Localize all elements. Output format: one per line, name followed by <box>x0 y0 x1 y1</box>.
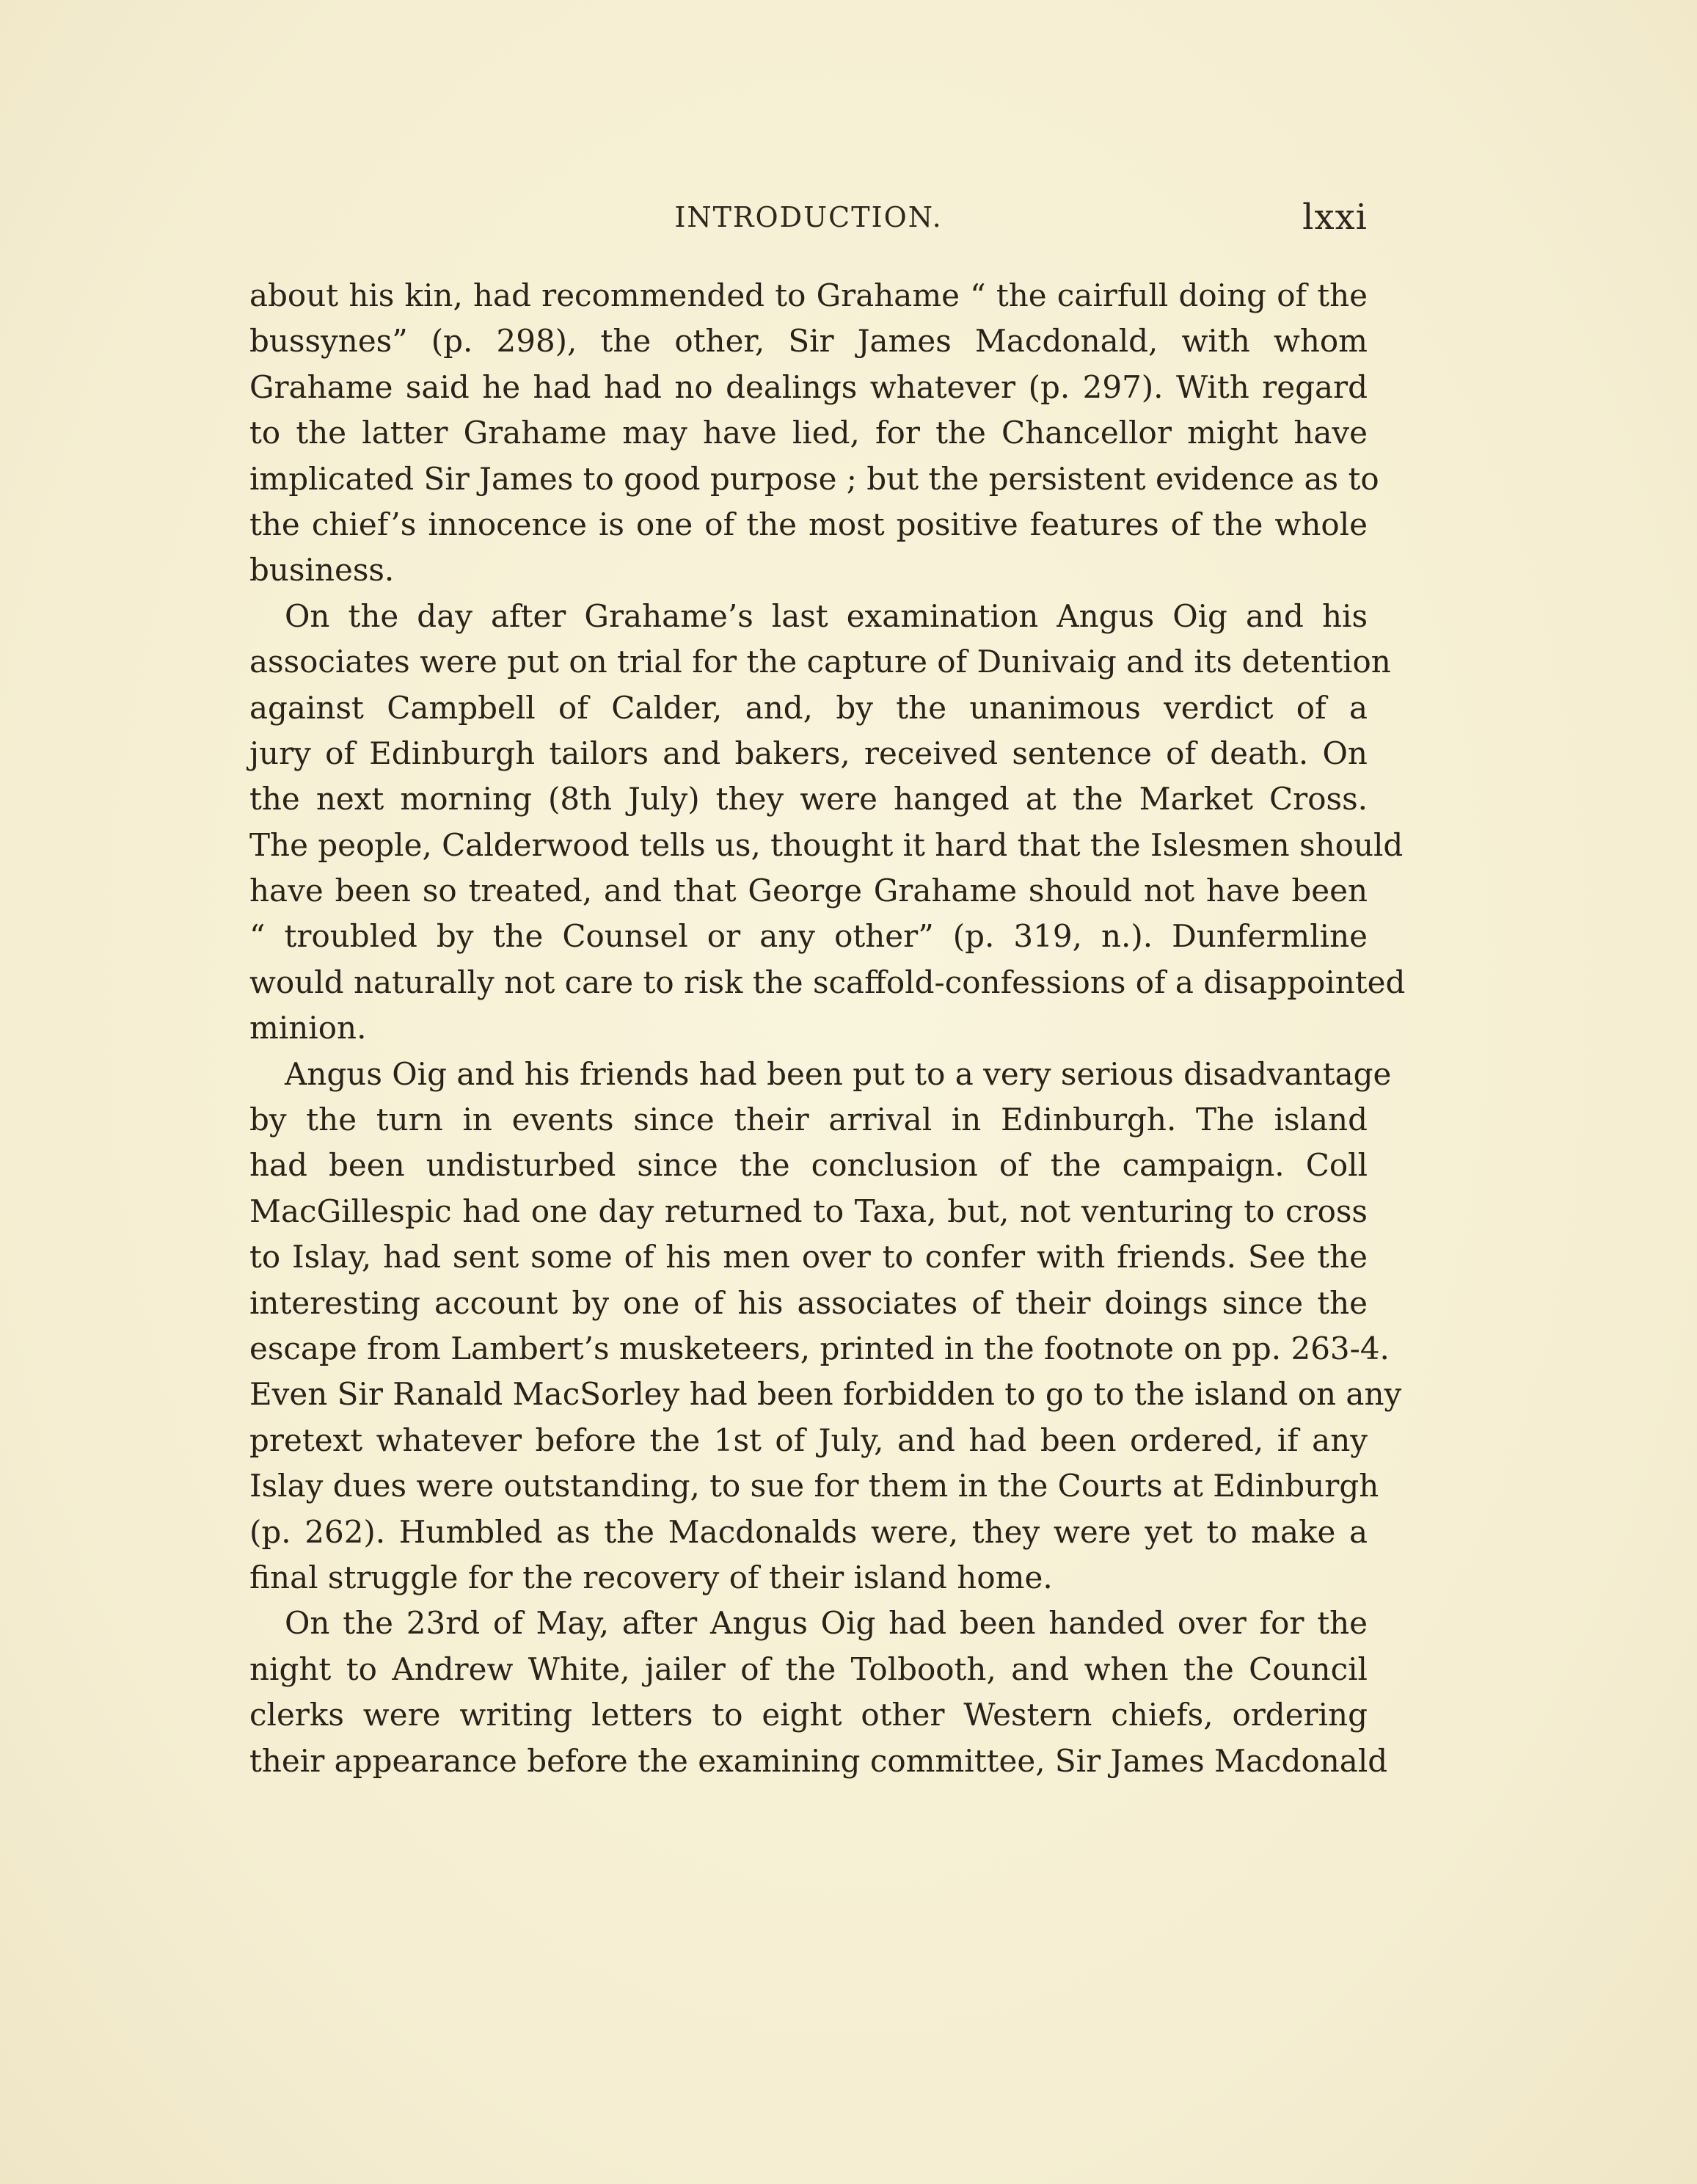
paragraph-4 <box>249 1601 1388 1784</box>
text-line: associates were put on trial for the capture of Dunivaig and its detention <box>249 644 1391 680</box>
text-line: interesting account by one of his associates of their doings since the <box>249 1284 1368 1321</box>
text-line: had been undisturbed since the conclusion of the campaign. Coll <box>249 1147 1368 1184</box>
text-line: On the day after Grahame’s last examination Angus Oig and his <box>285 597 1368 634</box>
text-line: Islay dues were outstanding, to sue for them in the Courts at Edinburgh <box>249 1468 1379 1504</box>
text-line: minion. <box>249 1010 367 1046</box>
text-line: about his kin, had recommended to Grahame “ the cairfull doing of the <box>249 277 1368 313</box>
text-line: Grahame said he had had no dealings whatever (p. 297). With regard <box>249 368 1368 405</box>
text-line: clerks were writing letters to eight other Western chiefs, ordering <box>249 1697 1368 1733</box>
text-line: night to Andrew White, jailer of the Tolbooth, and when the Council <box>249 1650 1368 1687</box>
text-line: implicated Sir James to good purpose ; but the persistent evidence as to <box>249 460 1379 497</box>
text-line: by the turn in events since their arrival in Edinburgh. The island <box>249 1102 1368 1138</box>
text-line: The people, Calderwood tells us, thought it hard that the Islesmen should <box>249 826 1404 863</box>
text-line: have been so treated, and that George Grahame should not have been <box>249 873 1368 909</box>
text-line: pretext whatever before the 1st of July, and had been ordered, if any <box>249 1422 1368 1458</box>
text-line: (p. 262). Humbled as the Macdonalds were, they were yet to make a <box>249 1513 1368 1550</box>
text-line: Angus Oig and his friends had been put to a very serious disadvantage <box>285 1055 1392 1092</box>
text-line: MacGillespic had one day returned to Taxa, but, not venturing to cross <box>249 1193 1368 1229</box>
text-line: escape from Lambert’s musketeers, printed in the footnote on pp. 263-4. <box>249 1330 1390 1366</box>
body-text <box>249 273 1406 1784</box>
text-line: bussynes” (p. 298), the other, Sir James Macdonald, with whom <box>249 323 1368 360</box>
text-line: On the 23rd of May, after Angus Oig had been handed over for the <box>285 1605 1368 1642</box>
text-line: the next morning (8th July) they were hanged at the Market Cross. <box>249 781 1368 818</box>
text-line: business. <box>249 552 395 589</box>
text-line: to Islay, had sent some of his men over to confer with friends. See the <box>249 1239 1368 1275</box>
text-line: jury of Edinburgh tailors and bakers, received sentence of death. On <box>249 735 1368 771</box>
paragraph-2 <box>249 594 1406 1052</box>
paragraph-1 <box>249 273 1379 594</box>
text-line: the chief’s innocence is one of the most positive features of the whole <box>249 506 1368 542</box>
running-head: INTRODUCTION. <box>674 201 943 233</box>
paragraph-3 <box>249 1052 1402 1601</box>
page-header <box>249 197 1368 241</box>
page-number: lxxi <box>1302 197 1368 238</box>
text-line: would naturally not care to risk the scaffold-confessions of a disappointed <box>249 964 1406 1000</box>
text-line: Even Sir Ranald MacSorley had been forbidden to go to the island on any <box>249 1376 1402 1413</box>
text-line: against Campbell of Calder, and, by the unanimous verdict of a <box>249 689 1368 726</box>
text-line: their appearance before the examining committee, Sir James Macdonald <box>249 1742 1388 1779</box>
text-line: “ troubled by the Counsel or any other” (p. 319, n.). Dunfermline <box>249 918 1368 955</box>
text-line: to the latter Grahame may have lied, for the Chancellor might have <box>249 415 1368 451</box>
text-line: final struggle for the recovery of their island home. <box>249 1559 1053 1595</box>
